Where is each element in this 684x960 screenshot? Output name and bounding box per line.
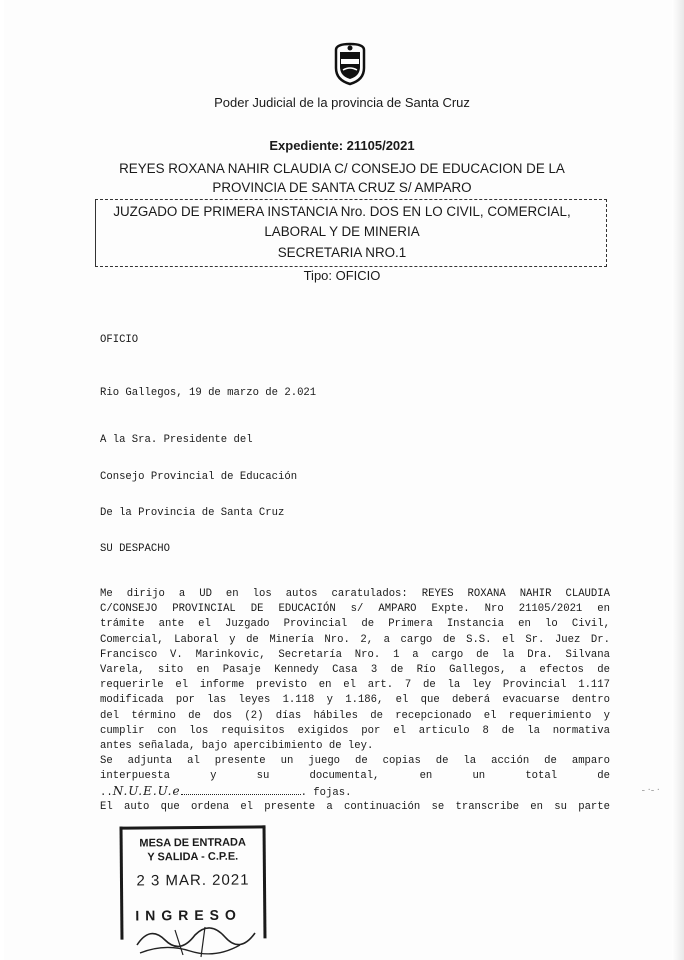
court-name-line-2: LABORAL Y DE MINERIA [264,224,420,239]
fill-line [181,785,301,795]
handwritten-number: N.U.E.U.e [112,784,181,799]
case-title-line-1: REYES ROXANA NAHIR CLAUDIA C/ CONSEJO DE EDUCACION DE LA [119,161,565,176]
addressee-line-1: A la Sra. Presidente del [100,434,253,446]
court-organization-header: Poder Judicial de la provincia de Santa Cruz [214,95,470,110]
body-line: modificada por las leyes 1.118 y 1.186, el que deberá evacuarse dentro [100,694,610,707]
case-title-line-2: PROVINCIA DE SANTA CRUZ S/ AMPARO [212,180,472,195]
copies-line-2 [100,769,610,784]
handwritten-signature [135,915,275,960]
copies-line-3 [100,784,610,799]
closing-line: El auto que ordena el presente a continuación se transcribe en su parte [100,800,610,813]
body-line: Varela, sito en Pasaje Kennedy Casa 3 de Río Gallegos, a efectos de [100,663,610,676]
body-line: C/CONSEJO PROVINCIAL DE EDUCACIÓN s/ AMPARO Expte. Nro 21105/2021 en [100,603,610,616]
secretaria-line: SECRETARIA NRO.1 [277,245,407,260]
document-type: Tipo: OFICIO [303,268,381,283]
body-line: Comercial, Laboral y de Minería Nro. 2, a cargo de S.S. el Sr. Juez Dr. [100,633,610,646]
stamp-line-1: MESA DE ENTRADA [139,836,246,850]
body-line: Me dirijo a UD en los autos caratulados: REYES ROXANA NAHIR CLAUDIA [100,588,610,600]
letter-heading: OFICIO [100,334,139,346]
copies-prefix: .. [100,787,113,800]
stamp-date: 2 3 MAR. 2021 [136,871,250,890]
expediente-number: Expediente: 21105/2021 [269,138,415,153]
body-line: del término de dos (2) días hábiles de recepcionado el requerimiento y [100,709,610,722]
place-and-date: Rio Gallegos, 19 de marzo de 2.021 [100,387,317,399]
margin-mark: - ·- · [641,785,660,796]
copies-suffix: . fojas. [300,787,352,800]
addressee-line-3: De la Provincia de Santa Cruz [100,507,285,519]
copies-line-1: Se adjunta al presente un juego de copias de la acción de amparo [100,755,610,768]
body-line-last: antes señalada, bajo apercibimiento de ley. [100,739,374,752]
body-line: trámite ante el Juzgado Provincial de Primera Instancia en lo Civil, [100,618,610,631]
stamp-ingreso: INGRESO [135,906,242,924]
copies-line-2-text: interpuesta y su documental, en un total de [100,770,610,783]
letter-body-paragraph [100,587,610,815]
body-line: requerirle el informe previsto en el art. 7 de la ley Provincial 1.117 [100,679,610,692]
provincial-seal-icon [330,40,370,86]
body-line: cumplir con los requisitos exigidos por el articulo 8 de la normativa [100,724,610,737]
addressee-line-4: SU DESPACHO [100,543,170,555]
court-name-line-1: JUZGADO DE PRIMERA INSTANCIA Nro. DOS EN LO CIVIL, COMERCIAL, [113,204,571,219]
body-line: Francisco V. Marinkovic, Secretaría Nro. 1 a cargo de la Dra. Silvana [100,648,610,661]
addressee-line-2: Consejo Provincial de Educación [100,471,298,483]
stamp-line-2: Y SALIDA - C.P.E. [147,850,239,864]
